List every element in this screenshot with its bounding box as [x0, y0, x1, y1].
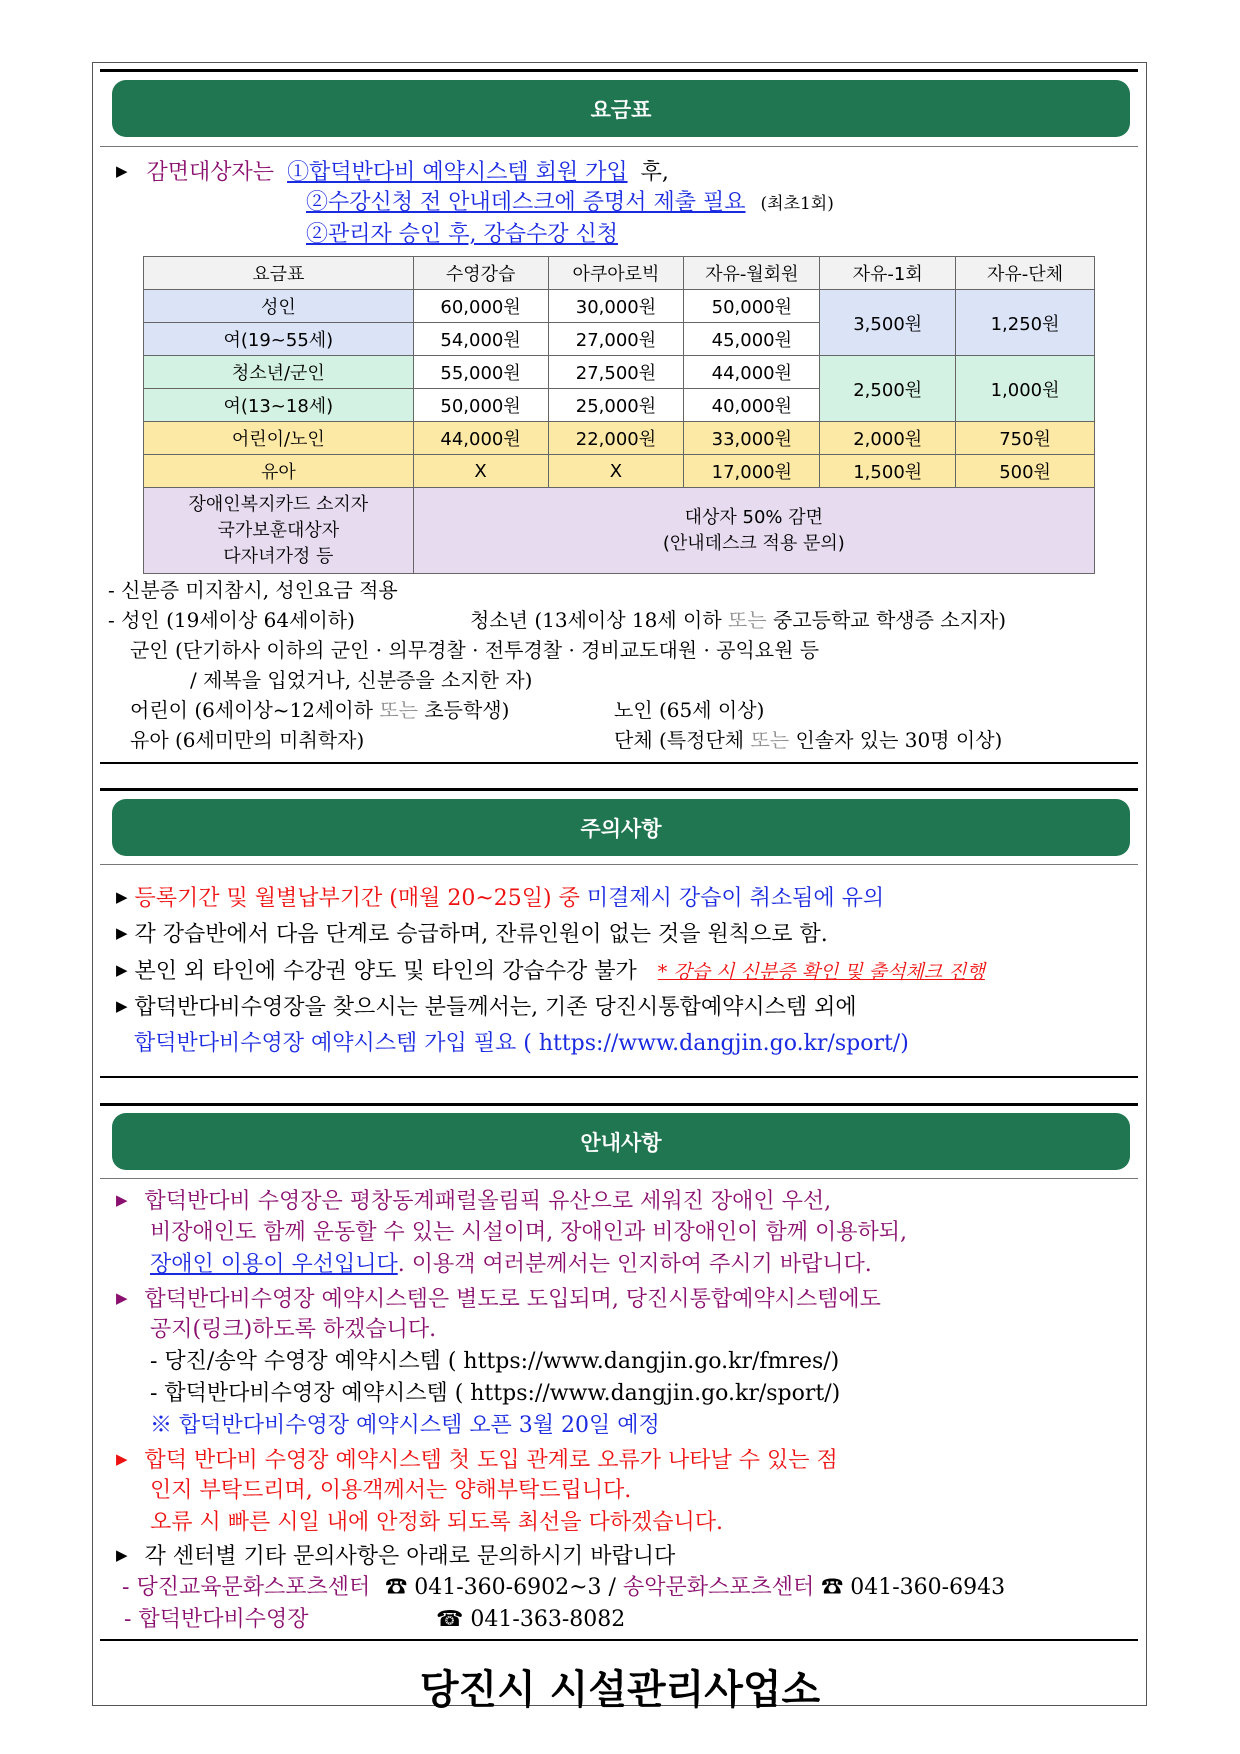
caution-line-5: [134, 1030, 909, 1058]
caution-line-1: [116, 883, 884, 913]
table-row: [144, 422, 1095, 455]
info-text: 합덕 반다비 수영장 예약시스템 첫 도입 관계로 오류가 나타날 수 있는 점: [144, 1448, 838, 1473]
discount-step-3: ②관리자 승인 후, 강습수강 신청: [306, 222, 618, 247]
info-line: [116, 1186, 831, 1216]
table-cell: 2,000원: [820, 422, 956, 455]
info-section-title: 안내사항: [580, 1130, 662, 1155]
phone-icon: ☎: [385, 1575, 408, 1600]
table-cell: 44,000원: [684, 356, 820, 389]
info-text: 오류 시 빠른 시일 내에 안정화 되도록 최선을 다하겠습니다.: [150, 1510, 723, 1535]
note-text: - 성인 (19세이상 64세이하): [108, 608, 355, 632]
bullet-icon: ▶: [116, 1289, 128, 1307]
welfare-label-1: 장애인복지카드 소지자: [188, 493, 369, 515]
table-cell: 54,000원: [413, 323, 548, 356]
table-cell: 750원: [956, 422, 1095, 455]
divider: [100, 69, 1138, 72]
info-line: [150, 1316, 436, 1344]
table-cell: X: [548, 455, 684, 488]
table-cell: 60,000원: [413, 290, 548, 323]
note-text: 군인 (단기하사 이하의 군인 · 의무경찰 · 전투경찰 · 경비교도대원 · 공익요원 등: [130, 638, 820, 662]
table-cell: 3,500원: [820, 290, 956, 356]
table-cell: 25,000원: [548, 389, 684, 422]
contact-phone: 041-360-6943: [850, 1575, 1006, 1600]
note-text: 유아 (6세미만의 미취학자): [130, 728, 365, 752]
table-cell: 27,000원: [548, 323, 684, 356]
note-line: [190, 666, 533, 694]
fee-table: [143, 256, 1095, 574]
note-line: [108, 606, 355, 634]
note-or: 또는: [379, 698, 418, 722]
divider: [100, 788, 1138, 791]
caution-line-2: [116, 919, 828, 949]
divider: [100, 1639, 1138, 1641]
table-cell: 여(19~55세): [144, 323, 414, 356]
table-cell: 45,000원: [684, 323, 820, 356]
contact-phone: 041-363-8082: [470, 1607, 626, 1632]
note-text: 초등학생): [424, 698, 510, 722]
table-header-cell: 자유-단체: [956, 257, 1095, 290]
caution-line-3: [116, 956, 985, 986]
table-cell: 청소년/군인: [144, 356, 414, 389]
welfare-value-2: (안내데스크 적용 문의): [662, 532, 845, 554]
caution-text: 합덕반다비수영장을 찾으시는 분들께서는, 기존 당진시통합예약시스템 외에: [134, 995, 857, 1020]
table-cell: 여(13~18세): [144, 389, 414, 422]
caution-text: 등록기간 및 월별납부기간 (매월 20~25일) 중: [134, 886, 580, 911]
info-text: 공지(링크)하도록 하겠습니다.: [150, 1317, 437, 1342]
table-cell: X: [413, 455, 548, 488]
info-line: [116, 1284, 881, 1314]
table-cell: 30,000원: [548, 290, 684, 323]
note-line: [470, 606, 1006, 634]
phone-icon: ☎: [821, 1575, 844, 1600]
note-or: 또는: [750, 728, 790, 752]
table-cell: 40,000원: [684, 389, 820, 422]
note-line: [614, 726, 1002, 754]
table-cell: 27,500원: [548, 356, 684, 389]
phone-icon: ☎: [436, 1607, 464, 1632]
discount-step-1: ①합덕반다비 예약시스템 회원 가입: [287, 160, 628, 185]
welfare-label-3: 다자녀가정 등: [223, 545, 334, 567]
footer-title: 당진시 시설관리사업소: [419, 1667, 821, 1713]
bullet-icon: ▶: [116, 1546, 128, 1564]
caution-text: 본인 외 타인에 수강권 양도 및 타인의 강습수강 불가: [134, 959, 637, 984]
contact-line: [436, 1606, 625, 1634]
table-cell: 1,250원: [956, 290, 1095, 356]
table-header-cell: 자유-1회: [820, 257, 956, 290]
welfare-label-2: 국가보훈대상자: [217, 519, 340, 541]
info-section-banner: [112, 1113, 1130, 1170]
info-text: 각 센터별 기타 문의사항은 아래로 문의하시기 바랍니다: [144, 1544, 676, 1569]
divider: [100, 1076, 1138, 1078]
welfare-value-1: 대상자 50% 감면: [684, 506, 824, 528]
contact-phone: 041-360-6902~3: [414, 1575, 602, 1600]
discount-line-1: [116, 157, 669, 187]
divider: [100, 864, 1138, 865]
table-cell: 44,000원: [413, 422, 548, 455]
fee-section-banner: [112, 80, 1130, 137]
contact-dash: -: [122, 1575, 130, 1600]
info-line: [116, 1445, 838, 1475]
info-text: 비장애인도 함께 운동할 수 있는 시설이며, 장애인과 비장애인이 함께 이용하되,: [150, 1220, 907, 1245]
divider: [100, 762, 1138, 764]
table-header-cell: 요금표: [144, 257, 414, 290]
note-line: [130, 696, 509, 724]
info-text: 합덕반다비 수영장은 평창동계패럴올림픽 유산으로 세워진 장애인 우선,: [144, 1189, 832, 1214]
table-cell: 어린이/노인: [144, 422, 414, 455]
note-text: 어린이 (6세이상~12세이하: [130, 698, 373, 722]
note-or: 또는: [728, 608, 767, 632]
discount-line-2: [306, 189, 834, 218]
info-text: - 합덕반다비수영장 예약시스템 ( https://www.dangjin.go.kr/sport/): [150, 1381, 841, 1406]
contact-sep: /: [608, 1575, 616, 1600]
note-text: 인솔자 있는 30명 이상): [795, 728, 1003, 752]
divider: [100, 146, 1138, 147]
discount-line-3: [306, 221, 618, 249]
table-cell: 50,000원: [684, 290, 820, 323]
table-header-cell: 아쿠아로빅: [548, 257, 684, 290]
table-cell: 50,000원: [413, 389, 548, 422]
note-text: - 신분증 미지참시, 성인요금 적용: [108, 578, 398, 602]
note-line: [614, 696, 764, 724]
table-cell: 22,000원: [548, 422, 684, 455]
note-text: 노인 (65세 이상): [614, 698, 765, 722]
table-cell: 17,000원: [684, 455, 820, 488]
contact-center: 송악문화스포츠센터: [622, 1575, 815, 1600]
bullet-icon: ▶: [116, 961, 128, 979]
bullet-icon: ▶: [116, 888, 128, 906]
divider: [100, 1103, 1138, 1106]
caution-note: * 강습 시 신분증 확인 및 출석체크 진행: [657, 961, 985, 983]
table-cell: 성인: [144, 290, 414, 323]
note-line: [130, 726, 364, 754]
info-line: [150, 1380, 840, 1408]
info-line: [116, 1541, 675, 1571]
table-row: [144, 455, 1095, 488]
contact-center: 당진교육문화스포츠센터: [136, 1575, 371, 1600]
table-row: [144, 356, 1095, 389]
table-cell: [144, 488, 414, 574]
contact-center: 합덕반다비수영장: [138, 1607, 309, 1632]
caution-section-banner: [112, 799, 1130, 856]
bullet-icon: ▶: [116, 162, 128, 180]
table-cell: 1,500원: [820, 455, 956, 488]
info-line: [150, 1412, 660, 1440]
caution-text: 각 강습반에서 다음 단계로 승급하며, 잔류인원이 없는 것을 원칙으로 함.: [134, 922, 828, 947]
table-cell: 500원: [956, 455, 1095, 488]
table-header-cell: 자유-월회원: [684, 257, 820, 290]
table-cell: 2,500원: [820, 356, 956, 422]
discount-step-1-after: 후,: [640, 160, 669, 185]
bullet-icon: ▶: [116, 924, 128, 942]
table-cell: 유아: [144, 455, 414, 488]
info-line: [150, 1251, 872, 1279]
table-row: [144, 290, 1095, 323]
note-line: [108, 576, 398, 604]
table-cell: [413, 488, 1094, 574]
info-text: 인지 부탁드리며, 이용객께서는 양해부탁드립니다.: [150, 1478, 632, 1503]
contact-line: [122, 1574, 1005, 1602]
discount-step-2-note: (최초1회): [760, 194, 834, 214]
info-text: 장애인 이용이 우선입니다: [150, 1252, 398, 1277]
note-text: / 제복을 입었거나, 신분증을 소지한 자): [190, 668, 533, 692]
note-text: 단체 (특정단체: [614, 728, 745, 752]
info-line: [150, 1348, 839, 1376]
contact-line: [124, 1606, 308, 1634]
info-line: [150, 1219, 907, 1247]
info-text: . 이용객 여러분께서는 인지하여 주시기 바랍니다.: [397, 1252, 872, 1277]
table-header-cell: 수영강습: [413, 257, 548, 290]
divider: [100, 1178, 1138, 1179]
bullet-icon: ▶: [116, 997, 128, 1015]
info-text: ※ 합덕반다비수영장 예약시스템 오픈 3월 20일 예정: [150, 1413, 660, 1438]
caution-text: 합덕반다비수영장 예약시스템 가입 필요 ( https://www.dangjin.go.kr/sport/): [134, 1031, 909, 1056]
table-cell: 55,000원: [413, 356, 548, 389]
discount-lead: 감면대상자는: [146, 160, 275, 185]
info-text: 합덕반다비수영장 예약시스템은 별도로 도입되며, 당진시통합예약시스템에도: [144, 1287, 881, 1312]
caution-text: 미결제시 강습이 취소됨에 유의: [586, 886, 885, 911]
note-text: 청소년 (13세이상 18세 이하: [470, 608, 722, 632]
note-text: 중고등학교 학생증 소지자): [773, 608, 1007, 632]
bullet-icon: ▶: [116, 1450, 128, 1468]
caution-line-4: [116, 992, 857, 1022]
table-row: [144, 488, 1095, 574]
table-cell: 33,000원: [684, 422, 820, 455]
table-cell: 1,000원: [956, 356, 1095, 422]
info-text: - 당진/송악 수영장 예약시스템 ( https://www.dangjin.go.kr/fmres/): [150, 1349, 840, 1374]
note-line: [130, 636, 819, 664]
table-header-row: [144, 257, 1095, 290]
bullet-icon: ▶: [116, 1191, 128, 1209]
caution-section-title: 주의사항: [580, 816, 662, 841]
fee-section-title: 요금표: [590, 97, 652, 122]
contact-dash: -: [124, 1607, 132, 1632]
info-line: [150, 1509, 723, 1537]
discount-step-2: ②수강신청 전 안내데스크에 증명서 제출 필요: [306, 190, 746, 215]
info-line: [150, 1477, 631, 1505]
